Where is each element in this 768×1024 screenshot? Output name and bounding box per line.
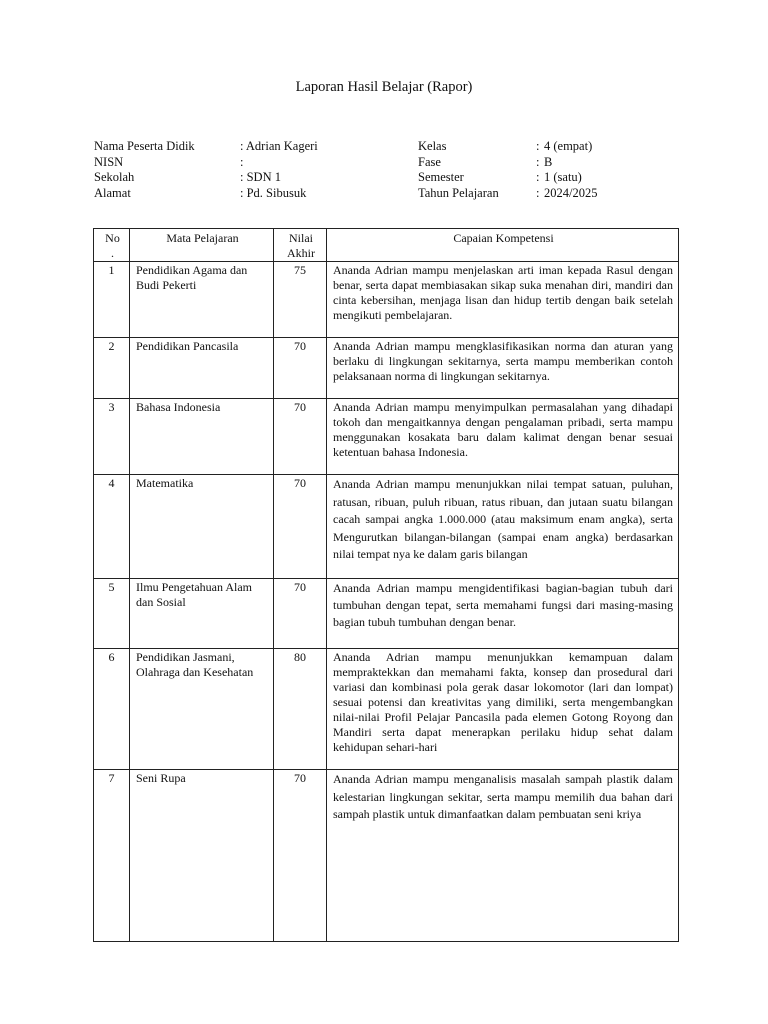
row-score: 70 [274, 475, 327, 579]
header-no: No . [94, 229, 130, 262]
info-row-address [94, 186, 318, 202]
row-subject: Pendidikan Agama dan Budi Pekerti [130, 262, 274, 338]
info-value: 2024/2025 [544, 185, 598, 200]
row-number: 5 [94, 579, 130, 649]
info-label: Nama Peserta Didik [94, 139, 195, 153]
info-label: Sekolah [94, 170, 135, 184]
info-value: : Adrian Kageri [240, 139, 318, 153]
row-subject: Bahasa Indonesia [130, 399, 274, 475]
row-score: 70 [274, 338, 327, 399]
table-row [94, 399, 679, 475]
row-number: 7 [94, 770, 130, 942]
header-final-score: Nilai Akhir [274, 229, 327, 262]
info-label: NISN [94, 154, 124, 169]
table-row [94, 475, 679, 579]
row-subject: Seni Rupa [130, 770, 274, 942]
header-competency: Capaian Kompetensi [327, 229, 679, 262]
table-header-row [94, 229, 679, 262]
row-subject: Ilmu Pengetahuan Alam dan Sosial [130, 579, 274, 649]
info-value: : SDN 1 [240, 170, 281, 184]
info-value: B [544, 154, 553, 169]
info-label: Alamat [94, 185, 131, 200]
row-subject: Pendidikan Pancasila [130, 338, 274, 399]
info-row-nisn [94, 155, 318, 171]
table-row [94, 262, 679, 338]
row-score: 80 [274, 649, 327, 770]
student-info-left [94, 139, 318, 201]
row-number: 1 [94, 262, 130, 338]
row-number: 2 [94, 338, 130, 399]
row-competency: Ananda Adrian mampu menunjukkan kemampuan dalam mempraktekkan dan memahami fakta, konsep dan prosedural dari variasi dan kombinasi pola gerak dasar lokomotor (lari dan lompat) sesuai potensi dan kreativitas yang dimiliki, serta mengembangkan nilai-nilai Profil Pelajar Pancasila pada elemen Gotong Royong dan Mandiri serta dapat menerapkan perilaku hidup sehat dalam kehidupan sehari-hari [327, 649, 679, 770]
info-row-class [418, 139, 597, 155]
row-competency: Ananda Adrian mampu mengidentifikasi bagian-bagian tubuh dari tumbuhan dengan tepat, serta memahami fungsi dari masing-masing bagian tubuh tumbuhan dengan benar. [327, 579, 679, 649]
info-separator: : [536, 185, 540, 200]
report-title: Laporan Hasil Belajar (Rapor) [295, 79, 473, 95]
row-competency: Ananda Adrian mampu menganalisis masalah sampah plastik dalam kelestarian lingkungan sekitar, serta mampu memilih dua bahan dari sampah plastik untuk dimanfaatkan dalam pembuatan seni kriya [327, 770, 679, 942]
row-competency: Ananda Adrian mampu menjelaskan arti iman kepada Rasul dengan benar, serta dapat membiasakan sikap suka menahan diri, mandiri dan cinta kebersihan, menjaga lisan dan hidup tertib dengan baik setelah mengikuti pembelajaran. [327, 262, 679, 338]
row-competency: Ananda Adrian mampu menyimpulkan permasalahan yang dihadapi tokoh dan mengaitkannya dengan pengalaman pribadi, serta mampu menggunakan kosakata baru dalam kalimat dengan benar sesuai ketentuan bahasa Indonesia. [327, 399, 679, 475]
info-value: 1 (satu) [544, 170, 582, 184]
info-row-semester [418, 170, 597, 186]
table-row [94, 649, 679, 770]
info-separator: : [536, 139, 540, 153]
info-separator: : [536, 154, 540, 169]
row-subject: Pendidikan Jasmani, Olahraga dan Kesehatan [130, 649, 274, 770]
info-row-phase [418, 155, 597, 171]
info-label: Semester [418, 170, 464, 184]
row-competency: Ananda Adrian mampu menunjukkan nilai tempat satuan, puluhan, ratusan, ribuan, puluh ribuan, ratus ribuan, dan jutaan suatu bilangan cacah sampai angka 1.000.000 (atau maksimum enam angka), serta Mengurutkan bilangan-bilangan (sampai enam angka) berdasarkan nilai tempat nya ke dalam garis bilangan [327, 475, 679, 579]
info-value: 4 (empat) [544, 139, 593, 153]
info-row-year [418, 186, 597, 202]
info-value: : [240, 154, 244, 169]
row-score: 70 [274, 770, 327, 942]
row-number: 4 [94, 475, 130, 579]
info-value: : Pd. Sibusuk [240, 185, 307, 200]
row-competency: Ananda Adrian mampu mengklasifikasikan norma dan aturan yang berlaku di lingkungan sekitarnya, serta mampu memberikan contoh pelaksanaan norma di lingkungan sekitarnya. [327, 338, 679, 399]
row-subject: Matematika [130, 475, 274, 579]
row-score: 75 [274, 262, 327, 338]
table-row [94, 770, 679, 942]
row-number: 6 [94, 649, 130, 770]
info-row-name [94, 139, 318, 155]
grades-table [93, 228, 679, 942]
student-info-right [418, 139, 597, 201]
info-separator: : [536, 170, 540, 184]
info-label: Tahun Pelajaran [418, 185, 499, 200]
table-row [94, 338, 679, 399]
info-row-school [94, 170, 318, 186]
info-label: Fase [418, 154, 441, 169]
info-label: Kelas [418, 139, 447, 153]
row-score: 70 [274, 579, 327, 649]
header-subject: Mata Pelajaran [130, 229, 274, 262]
table-row [94, 579, 679, 649]
row-number: 3 [94, 399, 130, 475]
row-score: 70 [274, 399, 327, 475]
